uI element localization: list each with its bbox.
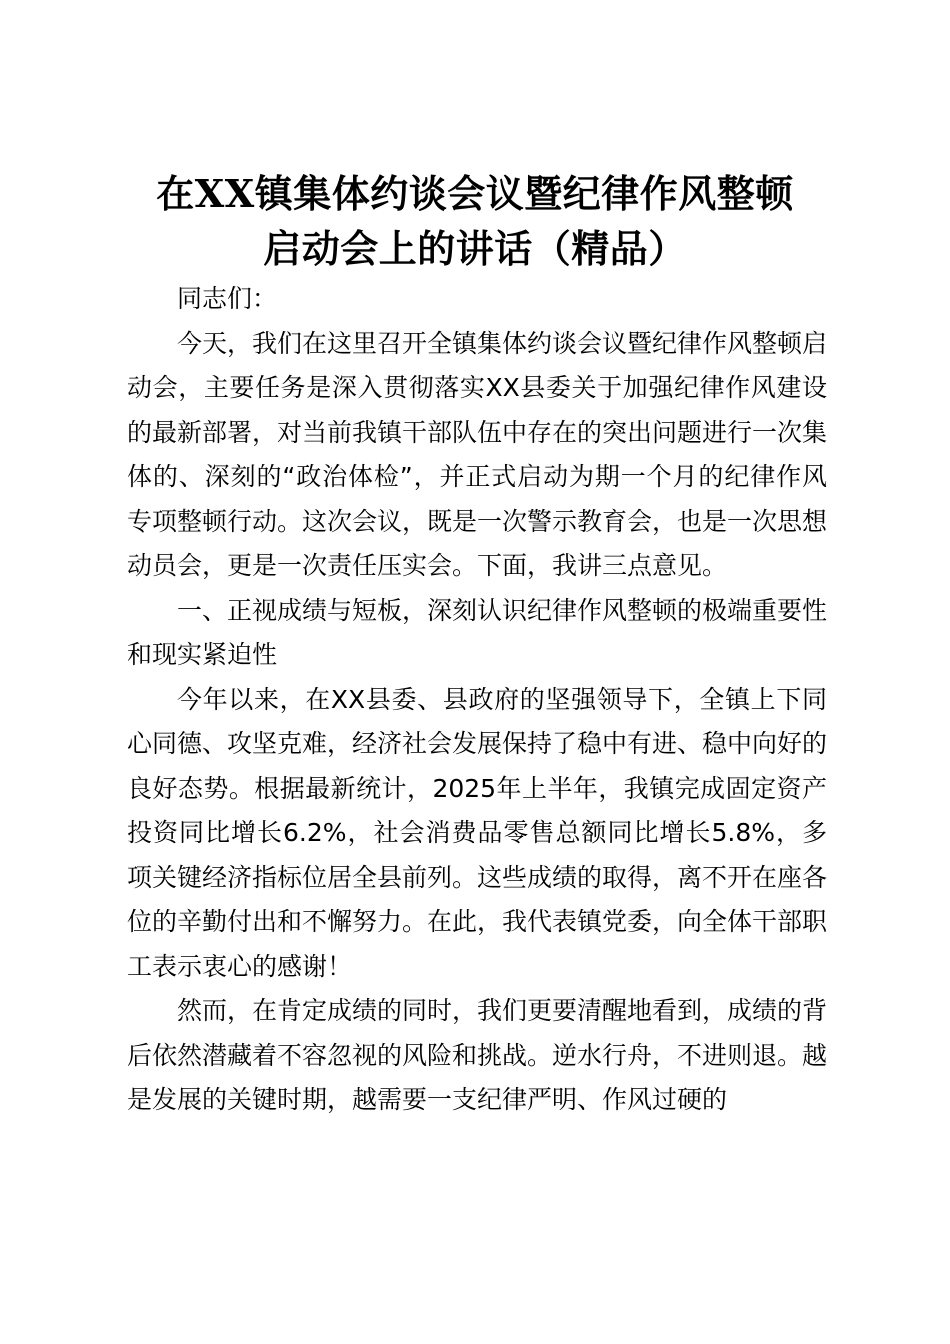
document-body xyxy=(127,277,827,1123)
section-heading-1: 一、正视成绩与短板，深刻认识纪律作风整顿的极端重要性和现实紧迫性 xyxy=(127,595,828,669)
document-title xyxy=(100,166,850,276)
salutation: 同志们： xyxy=(177,284,278,313)
title-line-2: 启动会上的讲话（精品） xyxy=(263,226,687,271)
paragraph-achievements: 今年以来，在XX县委、县政府的坚强领导下，全镇上下同心同德、攻坚克难，经济社会发展保持了稳中有进、稳中向好的良好态势。根据最新统计，2025年上半年，我镇完成固定资产投资同比增长6.2%，社会消费品零售总额同比增长5.8%，多项关键经济指标位居全县前列。这些成绩的取得，离不开在座各位的辛勤付出和不懈努力。在此，我代表镇党委，向全体干部职工表示衷心的感谢！ xyxy=(127,684,828,981)
paragraph-challenges: 然而，在肯定成绩的同时，我们更要清醒地看到，成绩的背后依然潜藏着不容忽视的风险和挑战。逆水行舟，不进则退。越是发展的关键时期，越需要一支纪律严明、作风过硬的 xyxy=(127,996,828,1114)
paragraph-intro: 今天，我们在这里召开全镇集体约谈会议暨纪律作风整顿启动会，主要任务是深入贯彻落实XX县委关于加强纪律作风建设的最新部署，对当前我镇干部队伍中存在的突出问题进行一次集体的、深刻的“政治体检”，并正式启动为期一个月的纪律作风专项整顿行动。这次会议，既是一次警示教育会，也是一次思想动员会，更是一次责任压实会。下面，我讲三点意见。 xyxy=(127,328,828,580)
title-line-1: 在XX镇集体约谈会议暨纪律作风整顿 xyxy=(156,171,794,216)
